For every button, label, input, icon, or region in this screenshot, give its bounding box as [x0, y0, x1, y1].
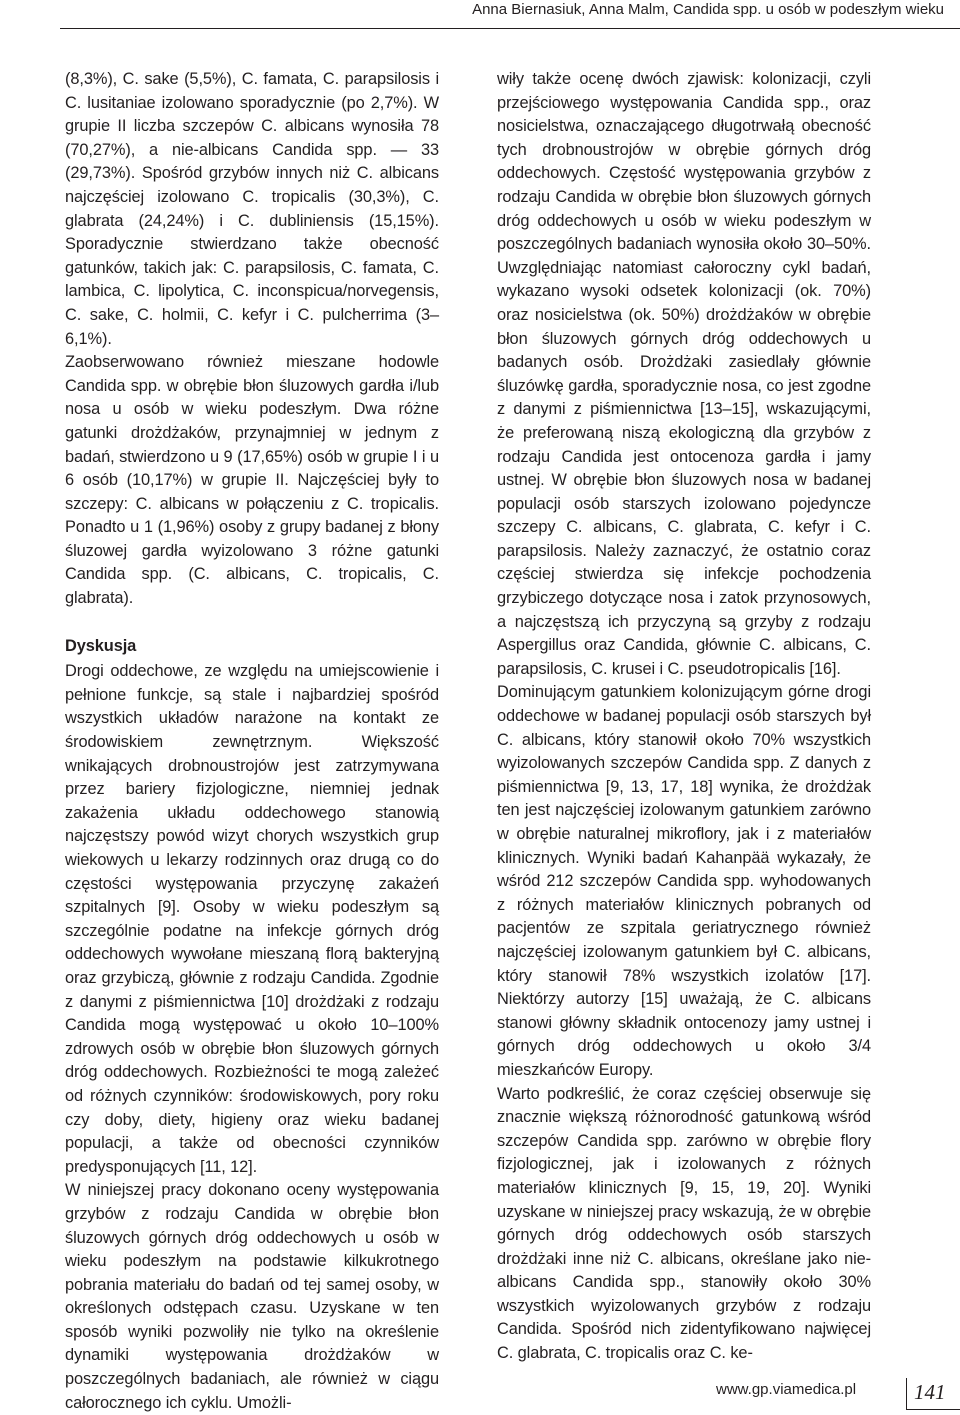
paragraph-mixed-cultures: Zaobserwowano również mieszane hodowle Candida spp. w obrębie błon śluzowych gardła i/lub nosa u osób w wieku podeszłym. Dwa różne gatunki drożdżaków, przynajmniej w jednym z badań, stwierdzono u 9 (17,65%) osób w grupie I i u 6 osób (10,17%) w grupie II. Najczęściej były to szczepy: C. albicans w połączeniu z C. tropicalis. Ponadto u 1 (1,96%) osoby z grupy badanej z błony śluzowej gardła wyizolowano 3 różne gatunki Candida spp. (C. albicans, C. tropicalis, C. glabrata). — [65, 353, 439, 608]
paragraph-discussion-1: Drogi oddechowe, ze względu na umiejscowienie i pełnione funkcje, są stale i najbardziej spośród wszystkich układów narażone na kontakt ze środowiskiem zewnętrznym. Większość wnikających drobnoustrojów jest zatrzymywana przez bariery fizjologiczne, niemniej jednak zakażenia układu oddechowego stanowią najczęstszy powód wizyt chorych wszystkich grup wiekowych u lekarzy rodzinnych oraz drugą co do częstości występowania przyczynę zakażeń szpitalnych [9]. Osoby w wieku podeszłym są szczególnie podatne na infekcje górnych dróg oddechowych wywołane mieszaną florą bakteryjną oraz grzybiczą, głównie z rodzaju Candida. Zgodnie z danymi z piśmiennictwa [10] drożdżaki z rodzaju Candida mogą występować u około 10–100% zdrowych osób w obrębie błon śluzowych górnych dróg oddechowych. Rozbieżności te mogą zależeć od różnych czynników: środowiskowych, pory roku czy doby, diety, higieny oraz wieku badanej populacji, a także od obecności czynników predysponujących [11, 12]. — [65, 662, 439, 1176]
paragraph-results-intro: (8,3%), C. sake (5,5%), C. famata, C. parapsilosis i C. lusitaniae izolowano sporadycznie (po 2,7%). W grupie II liczba szczepów C. albicans wynosiła 78 (70,27%), a nie-albicans Candida spp. — 33 (29,73%). Spośród grzybów innych niż C. albicans najczęściej izolowano C. tropicalis (30,3%), C. glabrata (24,24%) i C. dubliniensis (15,15%). Sporadycznie stwierdzano także obecność gatunków, takich jak: C. parapsilosis, C. famata, C. lambica, C. lipolytica, C. inconspicua/norvegensis, C. sake, C. holmii, C. kefyr i C. pulcherrima (3–6,1%). — [65, 70, 439, 348]
paragraph-right-1: wiły także ocenę dwóch zjawisk: kolonizacji, czyli przejściowego występowania Candida spp., oraz nosicielstwa, oznaczającego długotrwałą obecność tych drobnoustrojów w obrębie górnych dróg oddechowych. Częstość występowania grzybów z rodzaju Candida w obrębie błon śluzowych górnych dróg oddechowych u osób w wieku podeszłym w poszczególnych badaniach wynosiła około 30–50%. Uwzględniając natomiast całoroczny cykl badań, wykazano wysoki odsetek kolonizacji (ok. 70%) oraz nosicielstwa (ok. 50%) drożdżaków w obrębie błon śluzowych górnych dróg oddechowych u badanych osób. Drożdżaki zasiedlały głównie śluzówkę gardła, sporadycznie nosa, co jest zgodne z danymi z piśmiennictwa [13–15], wskazującymi, że preferowaną niszą ekologiczną dla grzybów z rodzaju Candida jest ontocenoza gardła i jamy ustnej. W obrębie błon śluzowych nosa w badanej populacji osób starszych izolowano pojedyncze szczepy C. albicans, C. glabrata, C. kefyr i C. parapsilosis. Należy zaznaczyć, że ostatnio coraz częściej stwierdza się infekcje pochodzenia grzybiczego dotyczące nosa i zatok przynosowych, a najczęstszą ich przyczyną są grzyby z rodzaju Aspergillus oraz Candida, głównie C. albicans, C. parapsilosis, C. krusei i C. pseudotropicalis [16]. — [497, 70, 871, 678]
paragraph-right-2: Dominującym gatunkiem kolonizującym górne drogi oddechowe w badanej populacji osób starszych był C. albicans, który stanowił około 70% wszystkich wyizolowanych szczepów Candida spp. Z danych z piśmiennictwa [9, 13, 17, 18] wynika, że drożdżak ten jest najczęściej izolowanym gatunkiem zarówno w obrębie naturalnej mikroflory, jak i z materiałów klinicznych. Wyniki badań Kahanpää wykazały, że wśród 212 szczepów Candida spp. wyhodowanych z różnych materiałów klinicznych pobranych od pacjentów ze szpitala geriatrycznego również najczęściej izolowanym gatunkiem był C. albicans, który stanowił 78% wszystkich izolatów [17]. Niektórzy autorzy [15] uważają, że C. albicans stanowi główny składnik ontocenozy jamy ustnej i górnych dróg oddechowych u około 3/4 mieszkańców Europy. — [497, 683, 871, 1079]
paragraph-discussion-2: W niniejszej pracy dokonano oceny występowania grzybów z rodzaju Candida w obrębie błon śluzowych górnych dróg oddechowych u osób w wieku podeszłym na podstawie kilkukrotnego pobrania materiału do badań od tej samej osoby, w określonych odstępach czasu. Uzyskane w ten sposób wyniki pozwoliły nie tylko na określenie dynamiki występowania drożdżaków w poszczególnych badaniach, ale również w ciągu całorocznego ich cyklu. Umożli- — [65, 1181, 439, 1412]
section-title-dyskusja: Dyskusja — [65, 636, 137, 655]
footer-divider-vertical — [906, 1378, 907, 1410]
paragraph-right-3: Warto podkreślić, że coraz częściej obserwuje się znacznie większą różnorodność gatunkową wśród szczepów Candida spp. zarówno w obrębie flory fizjologicznej, jak i izolowanych z różnych materiałów klinicznych [9, 15, 19, 20]. Wyniki uzyskane w niniejszej pracy wskazują, że w obrębie górnych dróg oddechowych osób starszych drożdżaki inne niż C. albicans, określane jako nie-albicans Candida spp., stanowiły około 30% wszystkich wyizolowanych grzybów z rodzaju Candida. Spośród nich zidentyfikowano najwięcej C. glabrata, C. tropicalis oraz C. ke- — [497, 1084, 871, 1363]
running-title: Anna Biernasiuk, Anna Malm, Candida spp. u osób w podeszłym wieku — [472, 1, 944, 18]
running-header — [0, 0, 960, 30]
right-column — [497, 68, 871, 1366]
footer-url: www.gp.viamedica.pl — [716, 1381, 857, 1398]
left-column — [65, 68, 439, 1415]
header-rule — [60, 28, 960, 29]
page-number: 141 — [914, 1380, 946, 1404]
